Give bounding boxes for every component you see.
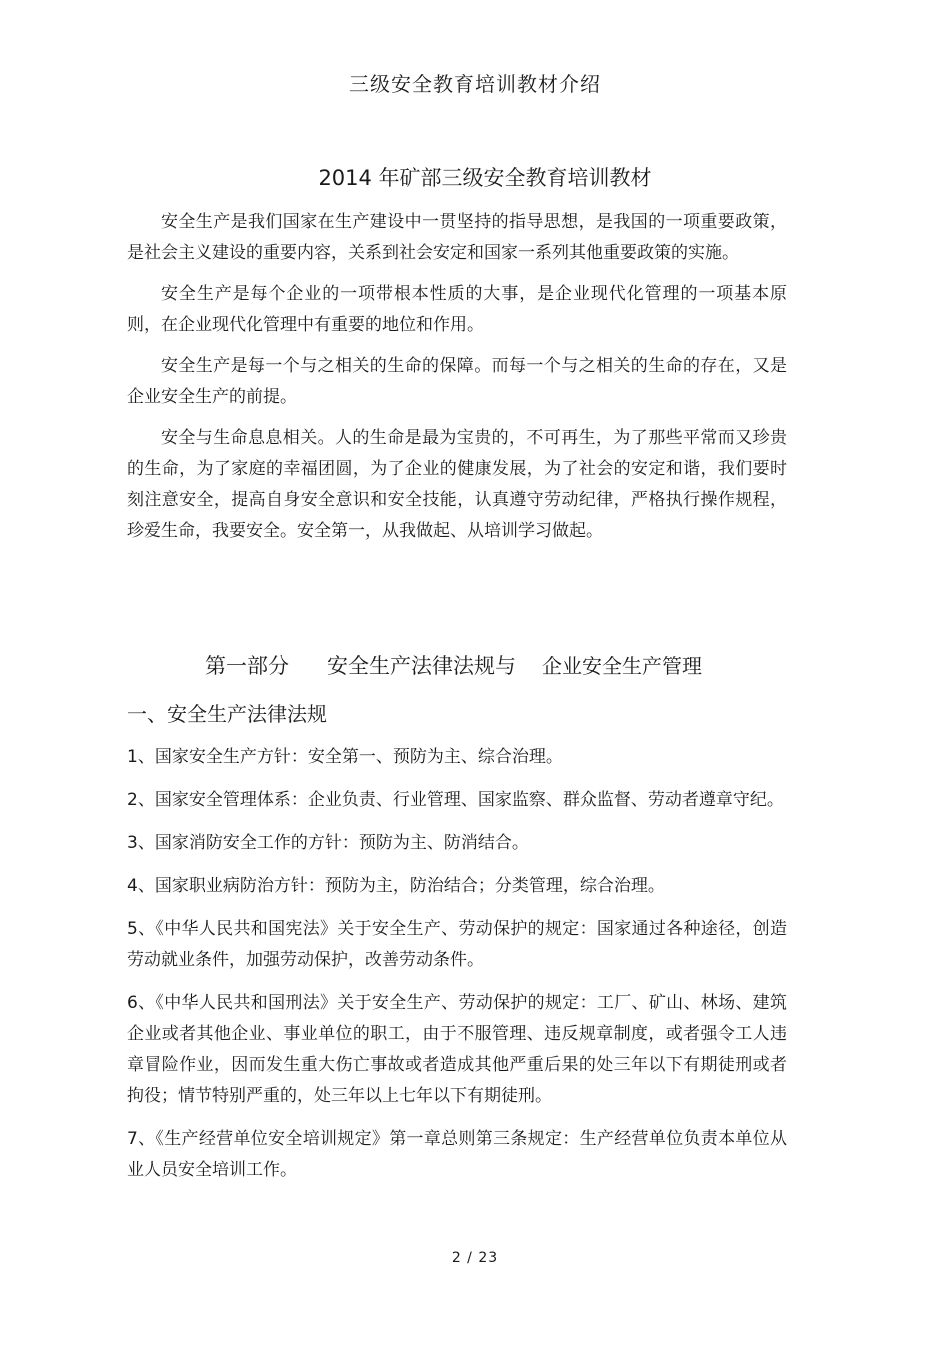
intro-section	[127, 207, 787, 547]
list-item: 5、《中华人民共和国宪法》关于安全生产、劳动保护的规定：国家通过各种途径，创造劳动就业条件，加强劳动保护，改善劳动条件。	[127, 919, 787, 970]
intro-paragraph: 安全与生命息息相关。人的生命是最为宝贵的，不可再生，为了那些平常而又珍贵的生命，为了家庭的幸福团圆，为了企业的健康发展，为了社会的安定和谐，我们要时刻注意安全，提高自身安全意识和安全技能，认真遵守劳动纪律，严格执行操作规程，珍爱生命，我要安全。安全第一，从我做起、从培训学习做起。	[127, 428, 787, 541]
part-title-b: 企业安全生产管理	[542, 654, 702, 678]
list-item: 2、国家安全管理体系：企业负责、行业管理、国家监察、群众监督、劳动者遵章守纪。	[127, 790, 784, 810]
list-item: 7、《生产经营单位安全培训规定》第一章总则第三条规定：生产经营单位负责本单位从业人员安全培训工作。	[127, 1129, 787, 1180]
list-item: 1、国家安全生产方针：安全第一、预防为主、综合治理。	[127, 747, 563, 767]
intro-paragraph: 安全生产是我们国家在生产建设中一贯坚持的指导思想，是我国的一项重要政策，是社会主义建设的重要内容，关系到社会安定和国家一系列其他重要政策的实施。	[127, 212, 787, 263]
list-item: 3、国家消防安全工作的方针：预防为主、防消结合。	[127, 833, 529, 853]
part-label: 第一部分	[205, 654, 289, 678]
intro-paragraph: 安全生产是每一个与之相关的生命的保障。而每一个与之相关的生命的存在，又是企业安全生产的前提。	[127, 356, 787, 407]
part-one-title	[205, 650, 702, 680]
list-item: 4、国家职业病防治方针：预防为主，防治结合；分类管理，综合治理。	[127, 876, 665, 896]
intro-paragraph: 安全生产是每个企业的一项带根本性质的大事，是企业现代化管理的一项基本原则，在企业现代化管理中有重要的地位和作用。	[127, 284, 787, 335]
section-items	[127, 742, 787, 1186]
page-number: 2 / 23	[451, 1250, 499, 1266]
main-title: 2014 年矿部三级安全教育培训教材	[318, 166, 652, 190]
section-heading: 一、安全生产法律法规	[127, 702, 327, 726]
list-item: 6、《中华人民共和国刑法》关于安全生产、劳动保护的规定：工厂、矿山、林场、建筑企业或者其他企业、事业单位的职工，由于不服管理、违反规章制度，或者强令工人违章冒险作业，因而发生重大伤亡事故或者造成其他严重后果的处三年以下有期徒刑或者拘役；情节特别严重的，处三年以上七年以下有期徒刑。	[127, 993, 787, 1106]
document-header: 三级安全教育培训教材介绍	[349, 72, 601, 96]
part-title-a: 安全生产法律法规与	[327, 654, 516, 678]
